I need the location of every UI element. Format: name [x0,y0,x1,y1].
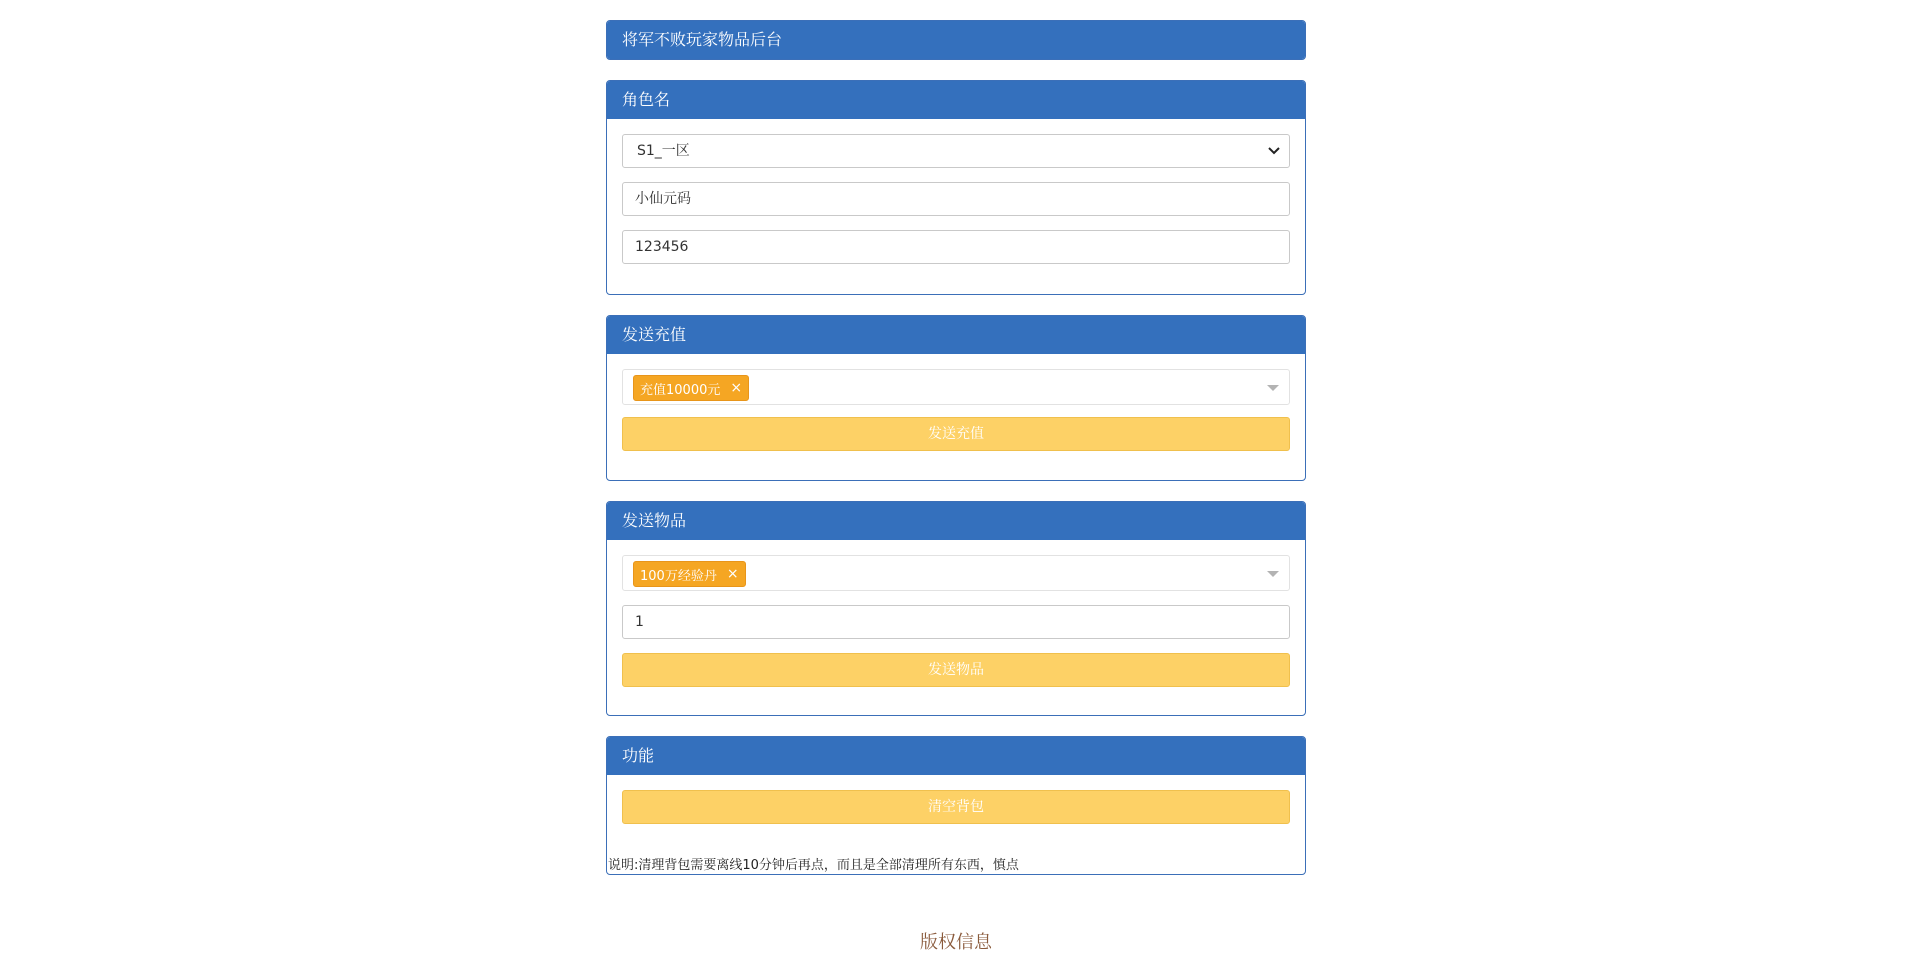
item-panel [606,501,1306,716]
quantity-input[interactable]: 1 [622,605,1290,639]
recharge-tag [633,375,749,401]
server-select-value: S1_一区 [637,143,690,159]
recharge-panel [606,315,1306,481]
send-item-button[interactable]: 发送物品 [622,653,1290,687]
quantity-group [622,605,1290,639]
chevron-down-icon [1267,135,1281,167]
password-input[interactable]: 123456 [622,230,1290,264]
password-group [622,230,1290,264]
footer-copyright[interactable]: 版权信息 [920,932,992,953]
item-tag-label: 100万经验丹 [640,568,717,584]
send-recharge-button[interactable]: 发送充值 [622,417,1290,451]
clear-bag-button[interactable]: 清空背包 [622,790,1290,824]
recharge-panel-body [607,354,1305,480]
recharge-panel-title: 发送充值 [607,316,1305,354]
server-select[interactable] [622,134,1290,168]
function-panel [606,736,1306,875]
title-panel [606,20,1306,60]
item-multiselect[interactable] [622,555,1290,591]
dropdown-caret-icon[interactable] [1267,385,1279,391]
role-name-group [622,182,1290,216]
function-panel-body [607,775,1305,824]
item-panel-body [607,540,1305,715]
recharge-tag-label: 充值10000元 [640,382,721,398]
item-panel-title: 发送物品 [607,502,1305,540]
tag-remove-icon[interactable]: × [730,380,743,396]
role-panel-title: 角色名 [607,81,1305,119]
tag-remove-icon[interactable]: × [726,566,739,582]
item-tag [633,561,746,587]
role-panel-body [607,119,1305,294]
recharge-multiselect[interactable] [622,369,1290,405]
clear-bag-note: 说明:清理背包需要离线10分钟后再点，而且是全部清理所有东西，慎点 [608,858,1019,873]
dropdown-caret-icon[interactable] [1267,571,1279,577]
item-select-group [622,555,1290,591]
role-panel [606,80,1306,295]
server-select-group [622,134,1290,168]
recharge-select-group [622,369,1290,405]
page-title: 将军不败玩家物品后台 [607,21,1305,59]
role-name-input[interactable]: 小仙元码 [622,182,1290,216]
main-container [606,20,1306,895]
function-panel-title: 功能 [607,737,1305,775]
